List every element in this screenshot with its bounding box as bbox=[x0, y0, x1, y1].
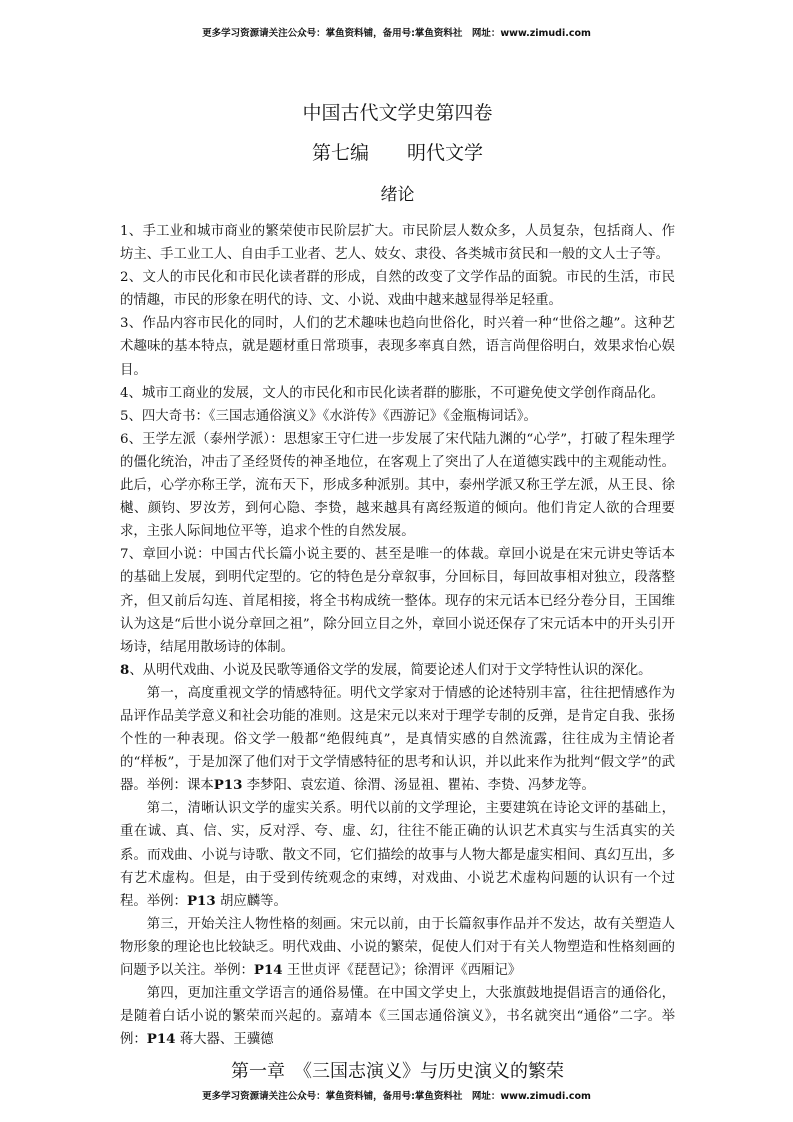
document-body bbox=[120, 98, 675, 1087]
chapter-heading: 第一章 《三国志演义》与历史演义的繁荣 bbox=[231, 1061, 564, 1083]
list-item-8-number: 8 bbox=[120, 661, 130, 678]
list-item-8-text: 、从明代戏曲、小说及民歌等通俗文学的发展，简要论述人们对于文学特性认识的深化。 bbox=[129, 662, 652, 678]
point-4-tail: 蒋大器、王骥德 bbox=[179, 1032, 274, 1048]
point-1 bbox=[120, 682, 675, 797]
body-text bbox=[120, 220, 675, 1051]
document-title: 中国古代文学史第四卷 bbox=[302, 102, 493, 124]
list-item-2: 2、文人的市民化和市民化读者群的形成，自然的改变了文学作品的面貌。市民的生活，市民的情趣，市民的形象在明代的诗、文、小说、戏曲中越来越显得举足轻重。 bbox=[120, 270, 675, 309]
point-1-page-ref: P13 bbox=[213, 777, 243, 794]
footer-banner: 更多学习资源请关注公众号：掌鱼资料铺，备用号:掌鱼资料社 网址：www.zimudi.com bbox=[202, 1091, 591, 1102]
point-4-page-ref: P14 bbox=[146, 1031, 176, 1048]
list-item-4: 4、城市工商业的发展，文人的市民化和市民化读者群的膨胀，不可避免使文学创作商品化。 bbox=[120, 385, 665, 401]
list-item-7: 7、章回小说：中国古代长篇小说主要的、甚至是唯一的体裁。章回小说是在宋元讲史等话本的基础上发展，到明代定型的。它的特色是分章叙事，分回标目，每回故事相对独立，段落整齐，但又前后勾连、首尾相接，将全书构成统一整体。现存的宋元话本已经分卷分目，王国维认为这是“后世小说分章回之祖”，除分回立目之外，章回小说还保存了宋元话本中的开头引开场诗，结尾用散场诗的体制。 bbox=[120, 547, 675, 655]
point-3-page-ref: P14 bbox=[253, 962, 283, 978]
list-item-6: 6、王学左派（泰州学派）：思想家王守仁进一步发展了宋代陆九渊的“心学”，打破了程朱理学的僵化统治，冲击了圣经贤传的神圣地位，在客观上了突出了人在道德实践中的主观能动性。此后，心学亦称王学，流布天下，形成多种派别。其中，泰州学派又称王学左派，从王艮、徐樾、颜钧、罗汝芳，到何心隐、李贽，越来越具有离经叛道的倾向。他们肯定人欲的合理要求，主张人际间地位平等，追求个性的自然发展。 bbox=[120, 431, 675, 540]
list-item-5: 5、四大奇书：《三国志通俗演义》《水浒传》《西游记》《金瓶梅词话》。 bbox=[120, 408, 537, 424]
point-2 bbox=[120, 797, 675, 912]
point-3-tail: 王世贞评《琵琶记》；徐渭评《西厢记》 bbox=[286, 963, 522, 978]
list-item-8 bbox=[120, 659, 675, 682]
list-item-1: 1、手工业和城市商业的繁荣使市民阶层扩大。市民阶层人数众多，人员复杂，包括商人、作坊主、手工业工人、自由手工业者、艺人、妓女、隶役、各类城市贫民和一般的文人士子等。 bbox=[120, 224, 675, 263]
point-4-text: 第四，更加注重文学语言的通俗易懂。在中国文学史上，大张旗鼓地提倡语言的通俗化，是随着白话小说的繁荣而兴起的。嘉靖本《三国志通俗演义》，书名就突出“通俗”二字。举例： bbox=[120, 986, 675, 1048]
point-2-page-ref: P13 bbox=[186, 892, 216, 909]
point-2-tail: 胡应麟等。 bbox=[219, 893, 287, 909]
volume-subtitle: 第七编 明代文学 bbox=[311, 142, 483, 164]
header-banner: 更多学习资源请关注公众号：掌鱼资料铺，备用号:掌鱼资料社 网址：www.zimudi.com bbox=[202, 28, 591, 39]
point-4 bbox=[120, 982, 675, 1051]
point-1-text: 第一，高度重视文学的情感特征。明代文学家对于情感的论述特别丰富，往往把情感作为品评作品美学意义和社会功能的准则。这是宋元以来对于理学专制的反弹，是肯定自我、张扬个性的一种表现。俗文学一般都“绝假纯真”，是真情实感的自然流露，往往成为主情论者的“样板”，于是加深了他们对于文学情感特征的思考和认识，并以此来作为批判“假文学”的武器。举例：课本 bbox=[120, 685, 675, 794]
list-item-3: 3、作品内容市民化的同时，人们的艺术趣味也趋向世俗化，时兴着一种“世俗之趣”。这种艺术趣味的基本特点，就是题材重日常琐事，表现多率真自然，语言尚俚俗明白，效果求怡心娱目。 bbox=[120, 316, 675, 378]
section-heading: 绪论 bbox=[380, 185, 415, 205]
point-1-tail: 李梦阳、袁宏道、徐渭、汤显祖、瞿祐、李贽、冯梦龙等。 bbox=[246, 778, 595, 794]
point-3-text: 第三，开始关注人物性格的刻画。宋元以前，由于长篇叙事作品并不发达，故有关塑造人物形象的理论也比较缺乏。明代戏曲、小说的繁荣，促使人们对于有关人物塑造和性格刻画的问题予以关注。举例： bbox=[120, 916, 675, 978]
point-3 bbox=[120, 913, 675, 982]
point-2-text: 第二，清晰认识文学的虚实关系。明代以前的文学理论，主要建筑在诗论文评的基础上，重在诚、真、信、实，反对浮、夸、虚、幻，往往不能正确的认识艺术真实与生活真实的关系。而戏曲、小说与诗歌、散文不同，它们描绘的故事与人物大都是虚实相间、真幻互出，多有艺术虚构。但是，由于受到传统观念的束缚，对戏曲、小说艺术虚构问题的认识有一个过程。举例： bbox=[120, 801, 675, 909]
